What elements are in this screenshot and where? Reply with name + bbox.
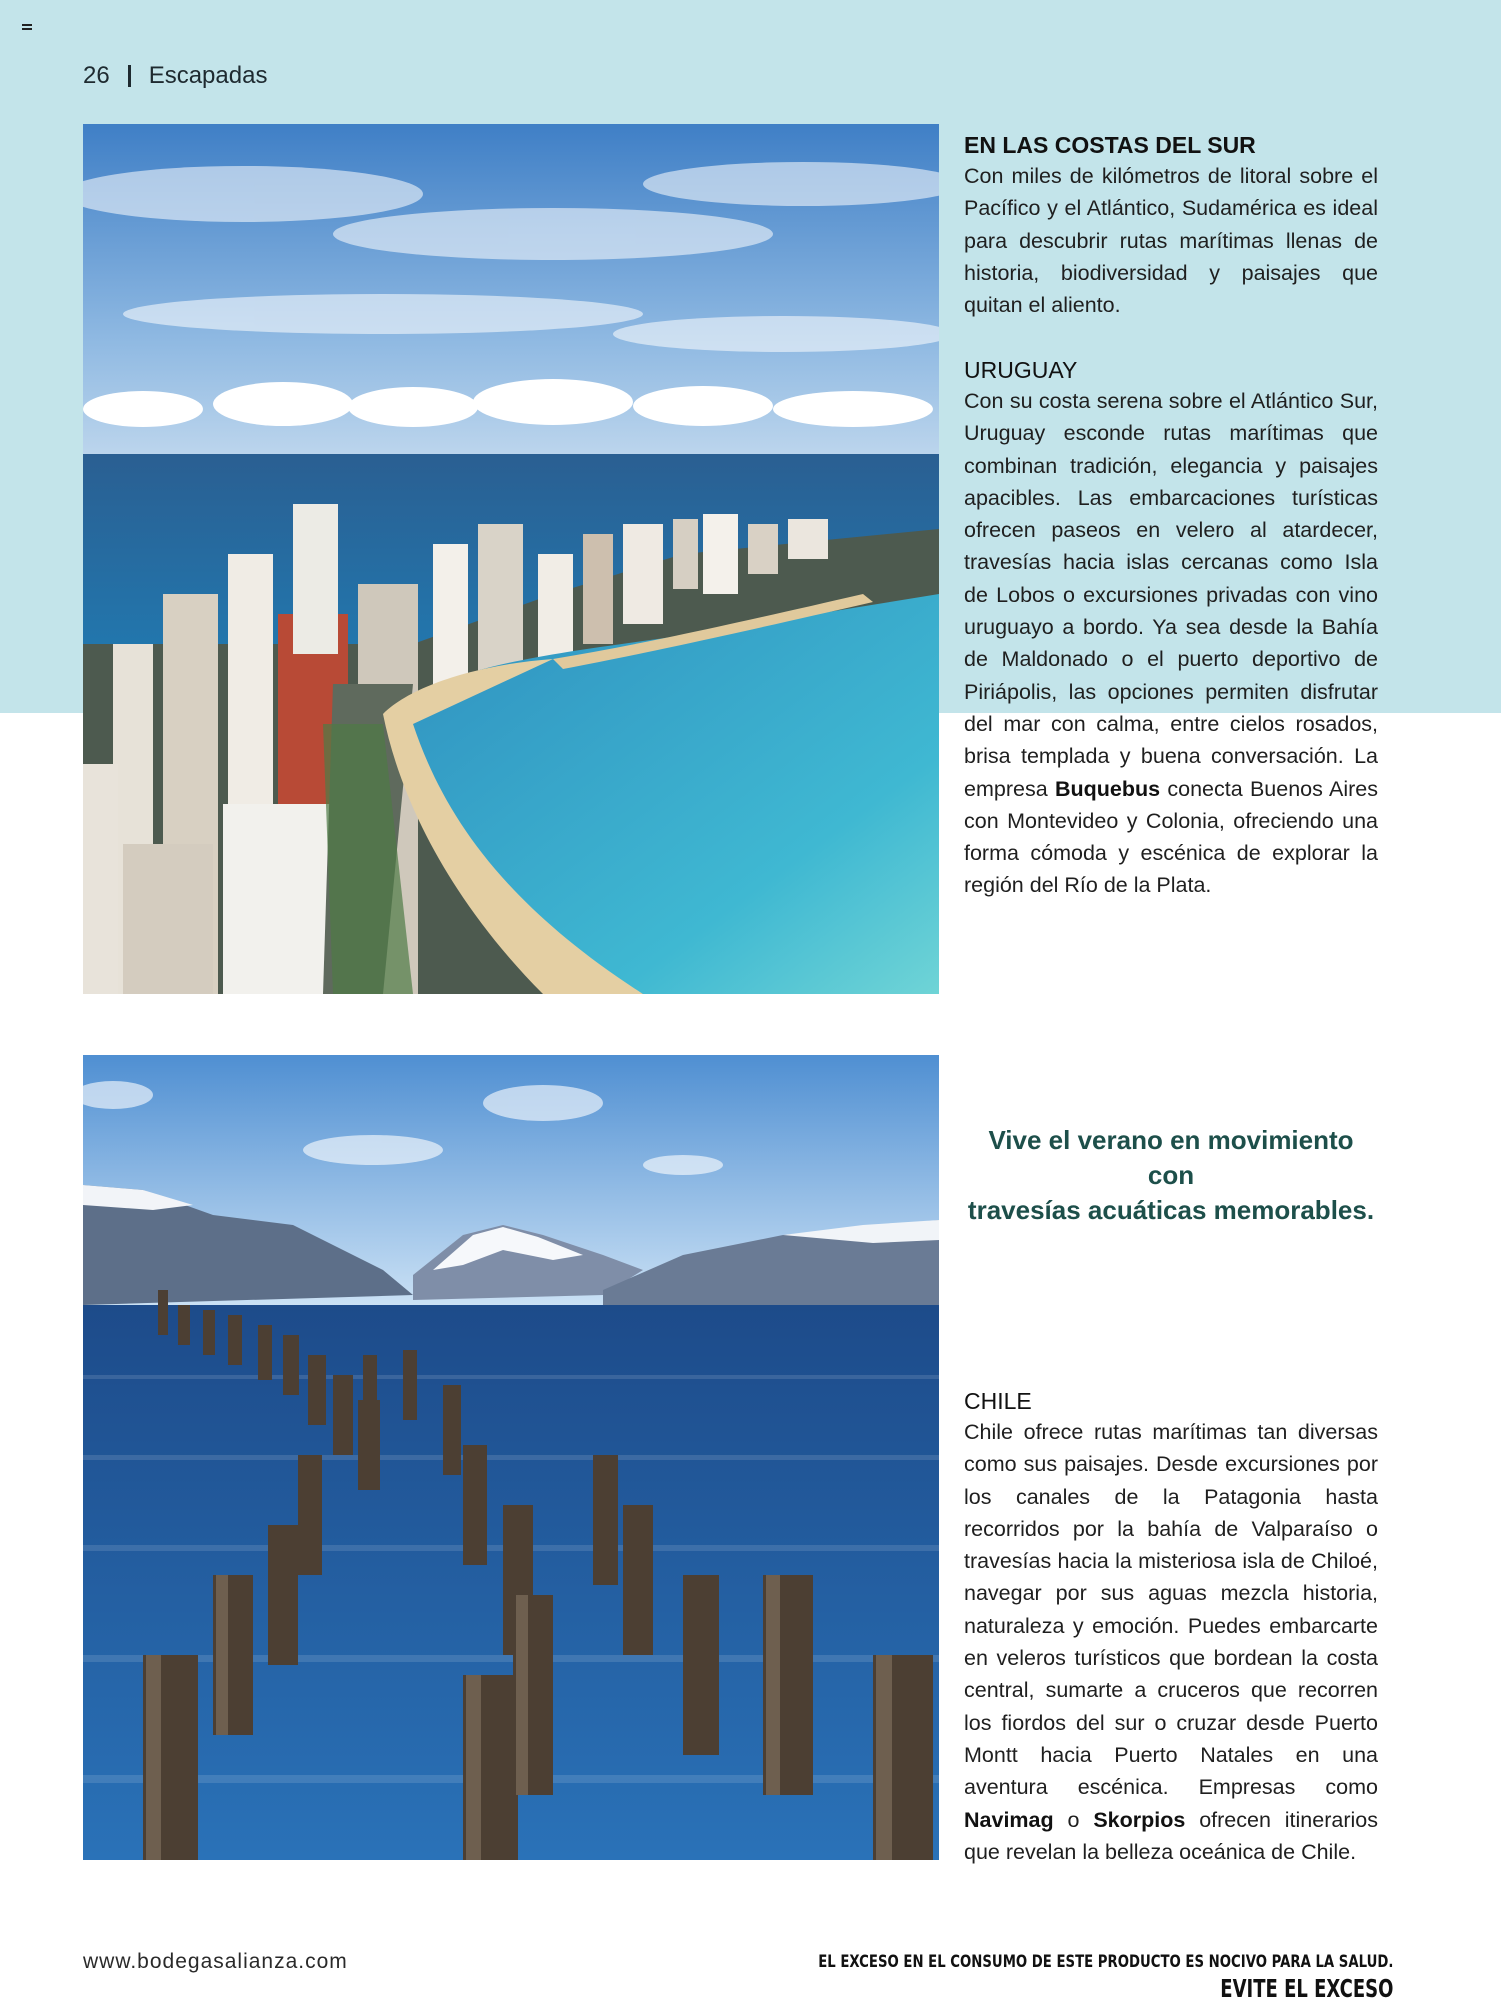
- health-warning: [656, 1952, 1393, 2003]
- intro-title: EN LAS COSTAS DEL SUR: [964, 132, 1256, 158]
- chile-title: CHILE: [964, 1388, 1032, 1414]
- chile-pier-photo: [83, 1055, 939, 1860]
- quote-line-1: Vive el verano en movimiento con: [988, 1125, 1354, 1190]
- uruguay-body: [964, 385, 1378, 902]
- uruguay-coast-photo: [83, 124, 939, 994]
- health-warning-line-2: EVITE EL EXCESO: [1219, 1974, 1393, 2003]
- header-divider: [128, 65, 131, 87]
- chile-company-1: Navimag: [964, 1807, 1054, 1832]
- page-header: [83, 62, 267, 90]
- chile-body-part-2: ofrecen itinerarios que revelan la belleza oceánica de Chile.: [964, 1807, 1378, 1864]
- uruguay-title: URUGUAY: [964, 357, 1078, 383]
- chile-body-part-1: Chile ofrece rutas marítimas tan diversas como sus paisajes. Desde excursiones por los canales de la Patagonia hasta recorridos por la bahía de Valparaíso o travesías hacia la misteriosa isla de Chiloé, navegar por sus aguas mezcla historia, naturaleza y emoción. Puedes embarcarte en veleros turísticos que bordean la costa central, sumarte a cruceros que recorren los fiordos del sur o cruzar desde Puerto Montt hacia Puerto Natales en una aventura escénica. Empresas como: [964, 1420, 1378, 1800]
- chile-body: [964, 1416, 1378, 1868]
- health-warning-line-1: EL EXCESO EN EL CONSUMO DE ESTE PRODUCTO ES NOCIVO PARA LA SALUD.: [817, 1952, 1393, 1972]
- uruguay-section: [964, 355, 1378, 902]
- chile-company-2: Skorpios: [1093, 1807, 1186, 1832]
- quote-line-2: travesías acuáticas memorables.: [967, 1195, 1375, 1225]
- menu-icon[interactable]: [22, 24, 32, 30]
- uruguay-body-part-1: Con su costa serena sobre el Atlántico Sur, Uruguay esconde rutas marítimas que combinan tradición, elegancia y paisajes apacibles. Las embarcaciones turísticas ofrecen paseos en velero al atardecer, travesías hacia islas cercanas como Isla de Lobos o excursiones privadas con vino uruguayo a bordo. Ya sea desde la Bahía de Maldonado o el puerto deportivo de Piriápolis, las opciones permiten disfrutar del mar con calma, entre cielos rosados, brisa templada y buena conversación. La empresa: [964, 389, 1378, 801]
- intro-section: [964, 130, 1378, 321]
- section-title: Escapadas: [148, 62, 268, 89]
- chile-connector: o: [1053, 1807, 1094, 1832]
- page-number: 26: [83, 62, 110, 89]
- pull-quote: [964, 1123, 1378, 1228]
- footer-url[interactable]: www.bodegasalianza.com: [83, 1950, 348, 1973]
- chile-section: [964, 1386, 1378, 1868]
- uruguay-body-part-2: conecta Buenos Aires con Montevideo y Colonia, ofreciendo una forma cómoda y escénica de explorar la región del Río de la Plata.: [964, 776, 1378, 898]
- intro-body: Con miles de kilómetros de litoral sobre el Pacífico y el Atlántico, Sudamérica es ideal para descubrir rutas marítimas llenas de historia, biodiversidad y paisajes que quitan el aliento.: [964, 164, 1378, 318]
- uruguay-company: Buquebus: [1054, 776, 1161, 801]
